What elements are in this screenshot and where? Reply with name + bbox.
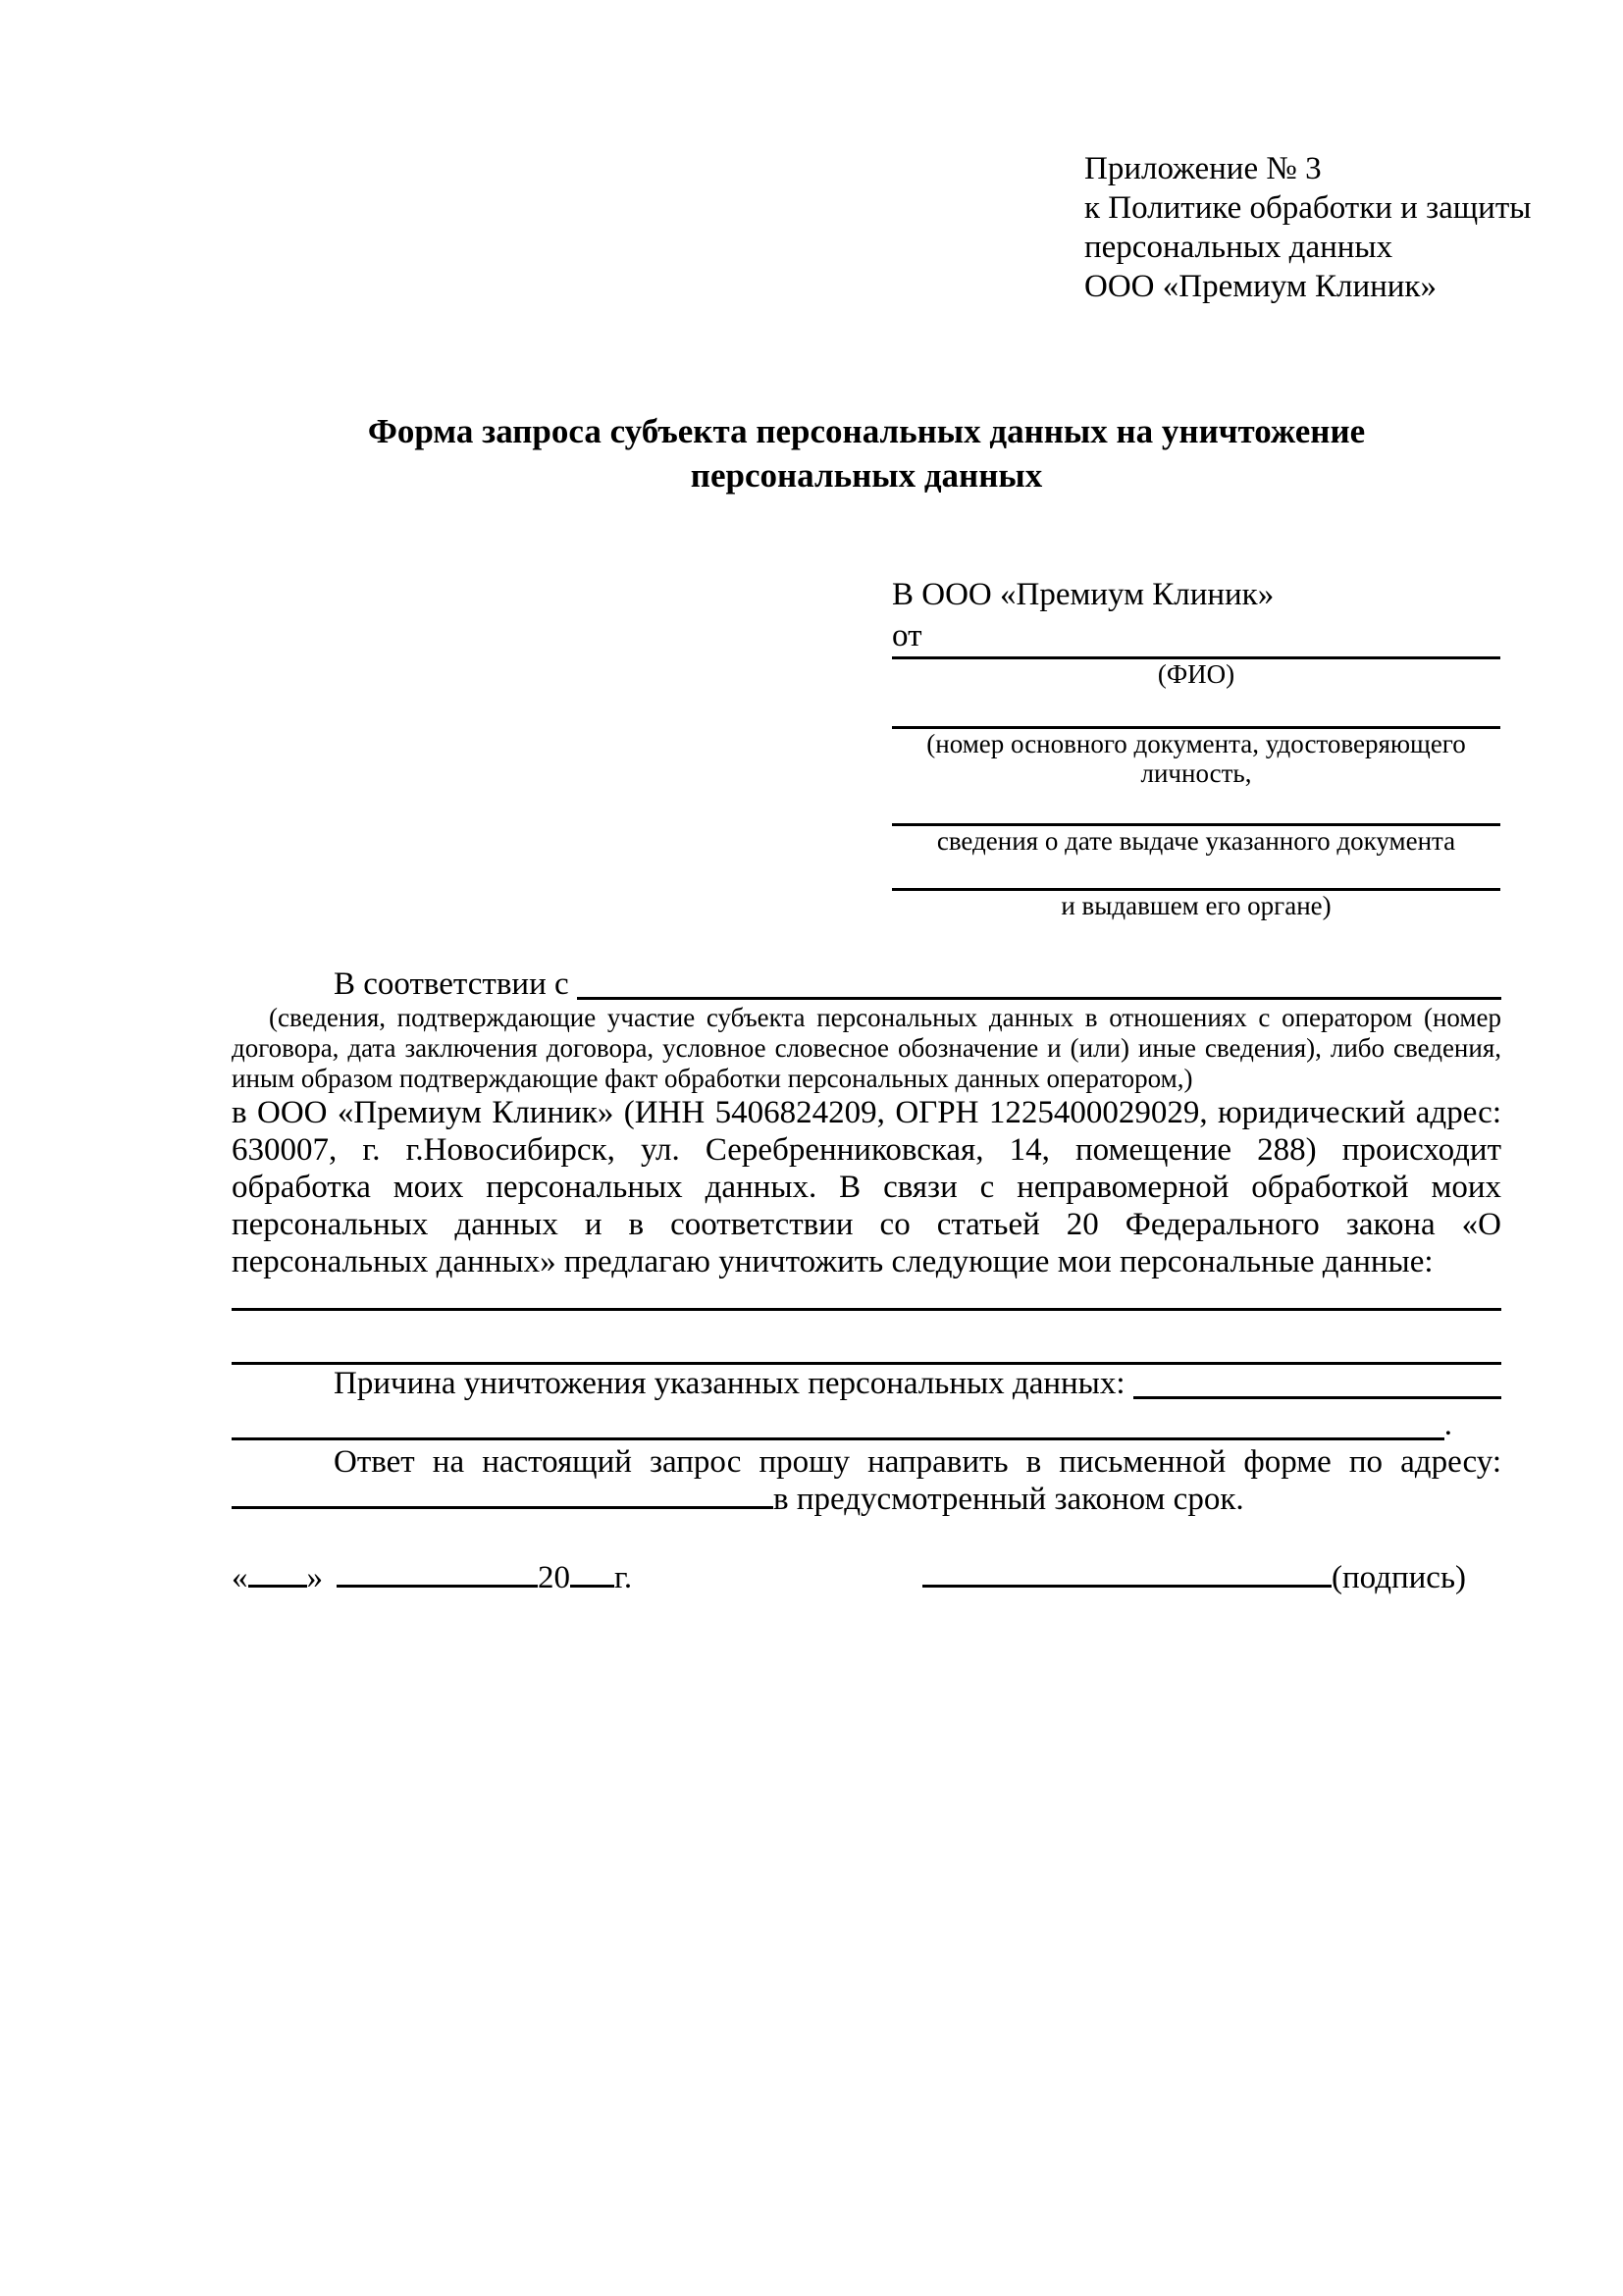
year-blank xyxy=(570,1585,614,1588)
doc-authority-caption: и выдавшем его органе) xyxy=(1061,891,1332,920)
response-tail: в предусмотренный законом срок. xyxy=(773,1482,1244,1517)
page-title-line: Форма запроса субъекта персональных данных на уничтожение xyxy=(367,412,1366,450)
signature-blank-line xyxy=(922,1585,1332,1588)
appendix-header-line: к Политике обработки и защиты xyxy=(1084,190,1532,226)
reason-blank-line-2 xyxy=(232,1402,1501,1443)
page-title xyxy=(232,409,1501,497)
month-blank xyxy=(337,1585,538,1588)
response-request: Ответ на настоящий запрос прошу направить в письменной форме по адресу: xyxy=(334,1444,1501,1480)
day-blank xyxy=(248,1585,307,1588)
appendix-header xyxy=(1084,149,1532,306)
addressee-block xyxy=(892,574,1500,920)
doc-authority-blank-line xyxy=(892,856,1500,891)
year-prefix: 20 xyxy=(538,1560,570,1595)
date-close-quote: » xyxy=(306,1560,323,1595)
accordance-blank-line xyxy=(577,997,1501,1000)
doc-number-blank-line xyxy=(892,689,1500,729)
period: . xyxy=(1443,1407,1452,1442)
from-label: от xyxy=(892,615,1500,659)
date-signature-row xyxy=(232,1557,1501,1596)
appendix-header-line: Приложение № 3 xyxy=(1084,151,1322,186)
doc-date-blank-line xyxy=(892,788,1500,826)
accordance-row xyxy=(232,964,1501,1003)
reason-row xyxy=(232,1365,1501,1402)
addressee-to: В ООО «Премиум Клиник» xyxy=(892,577,1275,612)
response-tail-row xyxy=(232,1481,1501,1518)
year-suffix: г. xyxy=(614,1560,633,1595)
accordance-note: (сведения, подтверждающие участие субъекта персональных данных в отношениях с оператором (номер договора, дата заключения договора, условное словесное обозначение и (или) иные сведения), либо сведения, иным образом подтверждающие факт обработки персональных данных оператором,) xyxy=(232,1003,1501,1093)
personal-data-blank-line-1 xyxy=(232,1280,1501,1311)
signature-caption: (подпись) xyxy=(1332,1560,1466,1595)
date-field xyxy=(232,1560,632,1596)
personal-data-blank-line-2 xyxy=(232,1311,1501,1365)
date-open-quote: « xyxy=(232,1560,248,1595)
fio-caption: (ФИО) xyxy=(1157,659,1235,689)
reason-blank-line-2-rule xyxy=(232,1437,1444,1440)
accordance-lead: В соответствии с xyxy=(334,966,569,1002)
reason-label: Причина уничтожения указанных персональных данных: xyxy=(334,1366,1126,1401)
appendix-header-line: персональных данных xyxy=(1084,230,1393,265)
doc-number-caption: (номер основного документа, удостоверяющего личность, xyxy=(926,729,1466,788)
signature-field xyxy=(922,1560,1466,1596)
appendix-header-line: ООО «Премиум Клиник» xyxy=(1084,269,1437,304)
address-blank-line xyxy=(232,1506,773,1509)
doc-date-caption: сведения о дате выдаче указанного документа xyxy=(936,826,1456,856)
body-paragraph: в ООО «Премиум Клиник» (ИНН 5406824209, ОГРН 1225400029029, юридический адрес: 630007, г. г.Новосибирск, ул. Серебренниковская, 14, помещение 288) происходит обработка моих персональных данных. В связи с неправомерной обработкой моих персональных данных и в соответствии со статьей 20 Федерального закона «О персональных данных» предлагаю уничтожить следующие мои персональные данные: xyxy=(232,1095,1501,1279)
reason-blank-line xyxy=(1133,1396,1501,1399)
page-title-line: персональных данных xyxy=(690,456,1043,495)
